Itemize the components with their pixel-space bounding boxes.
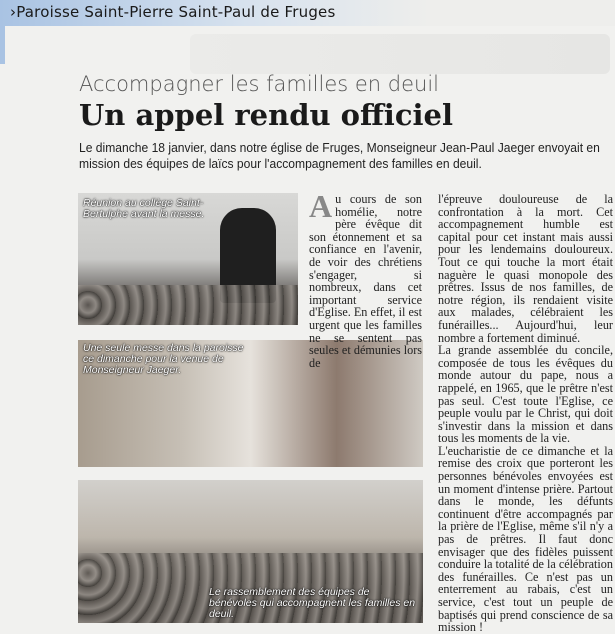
photo-caption: Une seule messe dans la paroisse ce dimanche pour la venue de Monseigneur Jaeger. (83, 342, 244, 376)
article-title: Un appel rendu officiel (79, 98, 453, 132)
photo-assembly (78, 480, 423, 623)
article-column-1 (309, 188, 422, 370)
photo-caption: Réunion au collège Saint-Bertulphe avant la messe. (83, 197, 205, 220)
article-column-2 (438, 193, 613, 634)
paragraph: L'eucharistie de ce dimanche et la remise des croix que porteront les personnes bénévoles envoyées est un moment d'intense prière. Partout dans le monde, les défunts continuent d'être accompagnés par la prière de l'Eglise, même s'il n'y a pas de prêtres. Il faut donc envisager que des fidèles puissent conduire la totalité de la célébration des funérailles. Ce n'est pas un enterrement au rabais, c'est un service, c'est tout un peuple de baptisés qui prend conscience de sa mission ! (438, 443, 613, 634)
photo-meeting (78, 193, 298, 325)
body-text: u cours de son homélie, notre père évêque dit son étonnement et sa confiance en l'avenir, de voir des chrétiens s'engager, si nombreux, dans cet important service d'Eglise. En effet, il est urgent que les familles ne se sentent pas seules et démunies lors de (309, 192, 422, 370)
article-lead: Le dimanche 18 janvier, dans notre église de Fruges, Monseigneur Jean-Paul Jaeger envoyait en mission des équipes de laïcs pour l'accompagnement des familles en deuil. (79, 140, 600, 171)
background-decoration (190, 34, 610, 74)
audience (78, 285, 298, 325)
photo-caption: Le rassemblement des équipes de bénévoles qui accompagnent les familles en deuil. (209, 586, 416, 620)
paragraph: La grande assemblée du concile, composée de tous les évêques du monde autour du pape, nous a rappelé, en 1965, que le prêtre n'est pas seul. C'est toute l'Eglise, ce peuple voulu par le Christ, qui doit s'investir dans la mission et dans tous les moments de la vie. (438, 343, 613, 446)
paragraph: l'épreuve douloureuse de la confrontation à la mort. Cet accompagnement humble est capital pour cet instant mais aussi pour les lendemains douloureux. Tout ce qui touche la mort était naguère le quasi monopole des prêtres. Issus de nos familles, de notre région, ils rendaient visite aux malades, célébraient les funérailles... Aujourd'hui, leur nombre a fortement diminué. (438, 192, 613, 345)
section-header (0, 0, 615, 26)
header-accent (0, 26, 5, 64)
section-label: ›Paroisse Saint-Pierre Saint-Paul de Fruges (10, 3, 336, 21)
article-kicker: Accompagner les familles en deuil (79, 72, 439, 96)
drop-cap: A (309, 188, 333, 224)
